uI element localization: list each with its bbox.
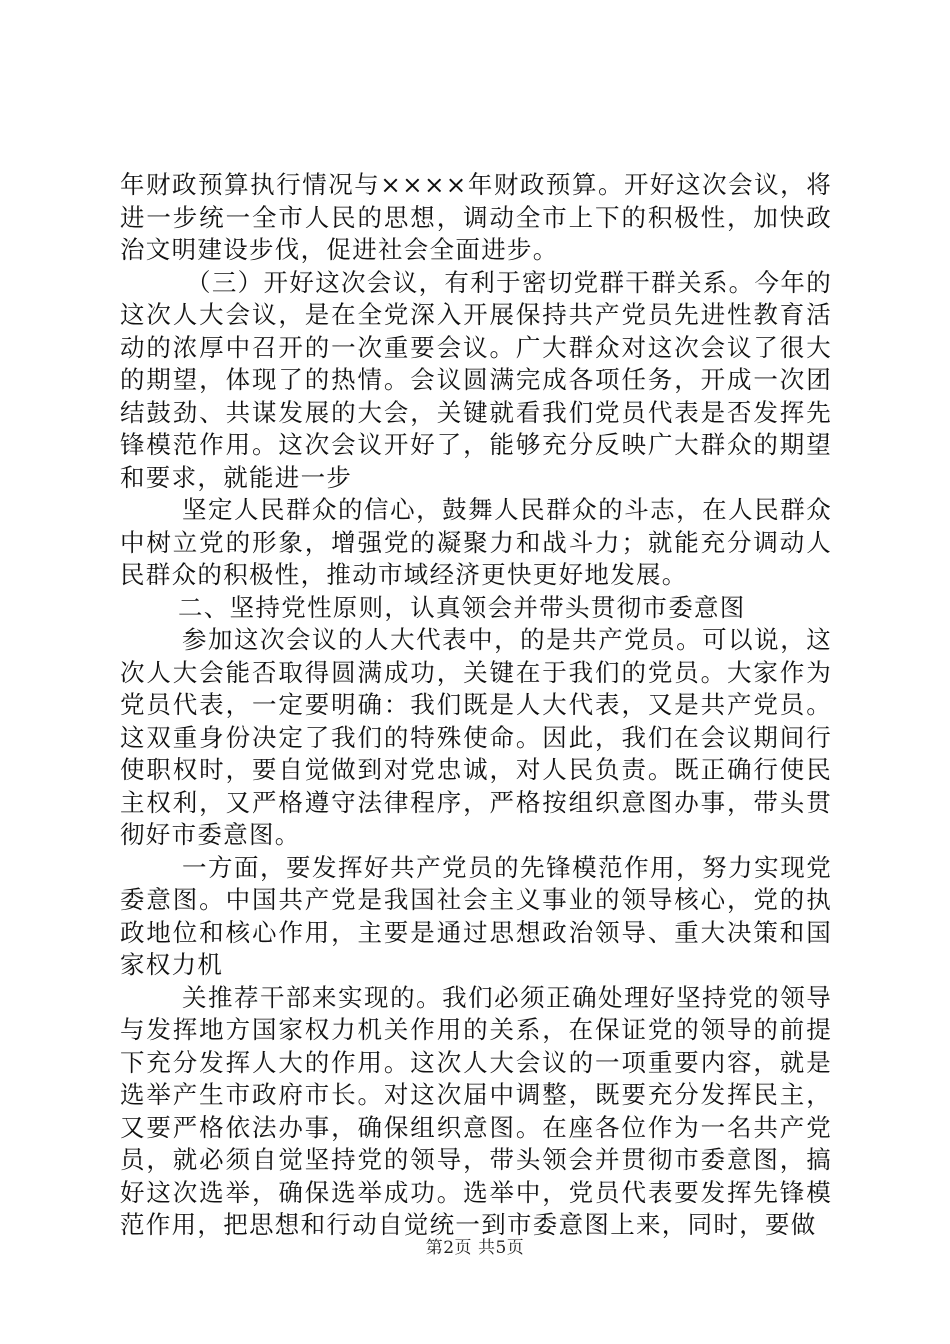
document-body bbox=[120, 169, 832, 1242]
paragraph-continuation: 年财政预算执行情况与××××年财政预算。开好这次会议，将进一步统一全市人民的思想，调动全市上下的积极性，加快政治文明建设步伐，促进社会全面进步。 bbox=[120, 170, 832, 264]
paragraph-recommend-cadres: 关推荐干部来实现的。我们必须正确处理好坚持党的领导与发挥地方国家权力机关作用的关系，在保证党的领导的前提下充分发挥人大的作用。这次人大会议的一项重要内容，就是选举产生市政府市长。对这次届中调整，既要充分发挥民主，又要严格依法办事，确保组织意图。在座各位作为一名共产党员，就必须自觉坚持党的领导，带头领会并贯彻市委意图，搞好这次选举，确保选举成功。选举中，党员代表要发挥先锋模范作用，把思想和行动自觉统一到市委意图上来，同时，要做 bbox=[120, 982, 832, 1239]
paragraph-section-three: （三）开好这次会议，有利于密切党群干群关系。今年的这次人大会议，是在全党深入开展保持共产党员先进性教育活动的浓厚中召开的一次重要会议。广大群众对这次会议了很大的期望，体现了的热情。会议圆满完成各项任务，开成一次团结鼓劲、共谋发展的大会，关键就看我们党员代表是否发挥先锋模范作用。这次会议开好了，能够充分反映广大群众的期望和要求，就能进一步 bbox=[120, 267, 832, 492]
page-footer bbox=[0, 1236, 950, 1260]
paragraph-firm-confidence: 坚定人民群众的信心，鼓舞人民群众的斗志，在人民群众中树立党的形象，增强党的凝聚力和战斗力；就能充分调动人民群众的积极性，推动市域经济更快更好地发展。 bbox=[120, 495, 832, 589]
section-heading-two: 二、坚持党性原则，认真领会并带头贯彻市委意图 bbox=[178, 592, 746, 622]
page-number-label: 第2页 共5页 bbox=[425, 1238, 525, 1258]
paragraph-deputies: 参加这次会议的人大代表中，的是共产党员。可以说，这次人大会能否取得圆满成功，关键在于我们的党员。大家作为党员代表，一定要明确：我们既是人大代表，又是共产党员。这双重身份决定了我们的特殊使命。因此，我们在会议期间行使职权时，要自觉做到对党忠诚，对人民负责。既正确行使民主权利，又严格遵守法律程序，严格按组织意图办事，带头贯彻好市委意图。 bbox=[120, 625, 832, 849]
paragraph-on-one-hand: 一方面，要发挥好共产党员的先锋模范作用，努力实现党委意图。中国共产党是我国社会主义事业的领导核心，党的执政地位和核心作用，主要是通过思想政治领导、重大决策和国家权力机 bbox=[120, 852, 832, 979]
